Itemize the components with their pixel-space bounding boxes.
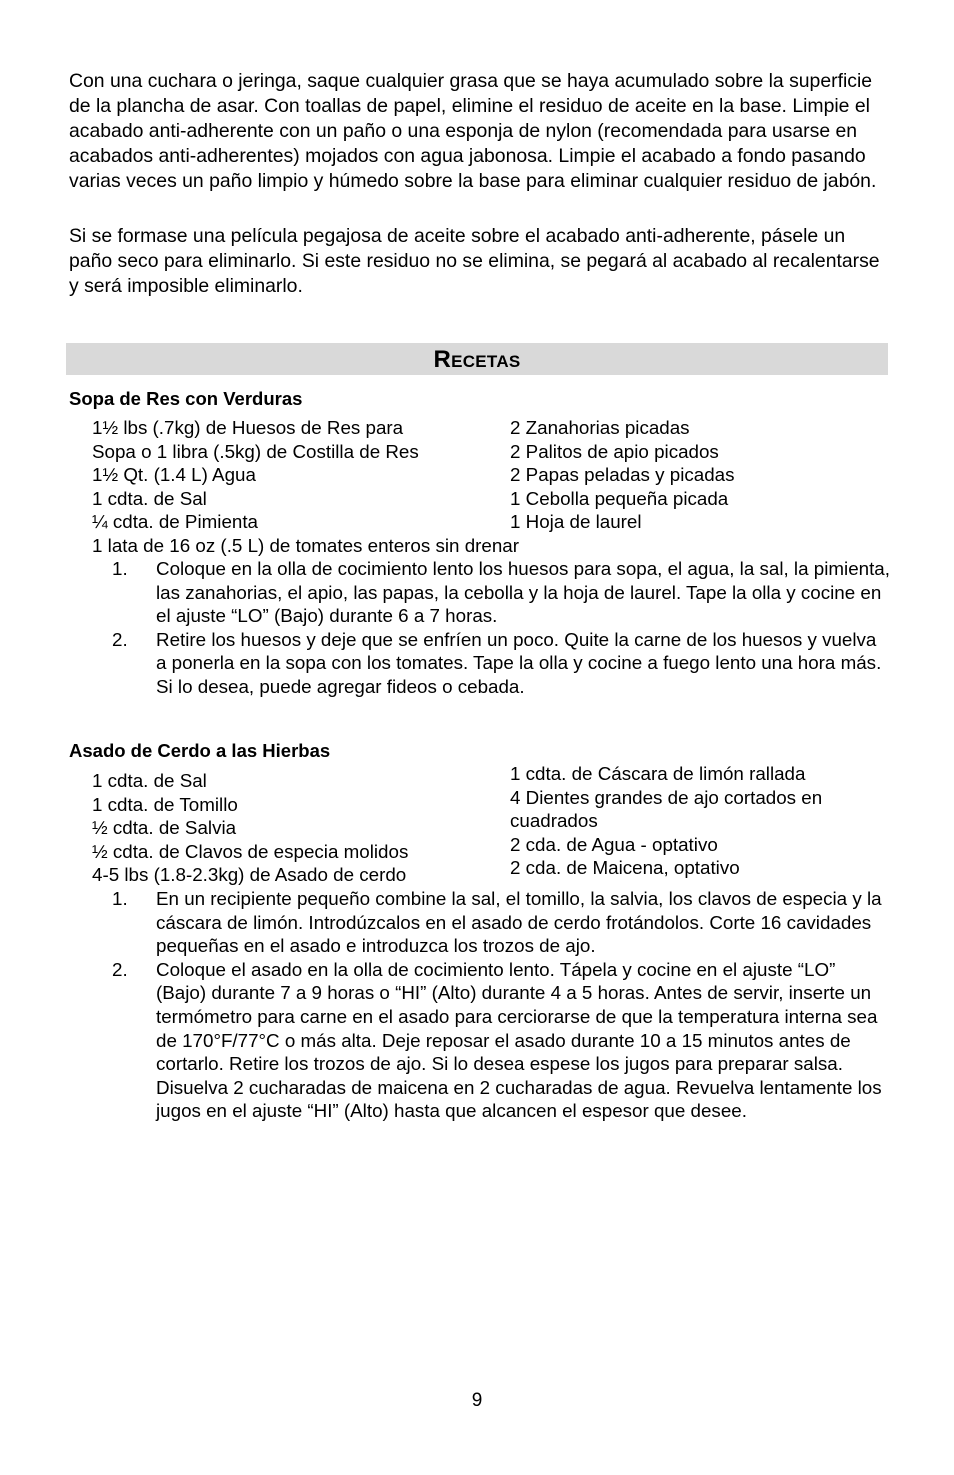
intro-paragraph-1: Con una cuchara o jeringa, saque cualquier grasa que se haya acumulado sobre la superficie de la plancha de asar. Con toallas de papel, elimine el residuo de aceite en la base. Limpie el acabado anti-adherente con un paño o una esponja de nylon (recomendada para usarse en acabados anti-adherentes) mojados con agua jabonosa. Limpie el acabado a fondo pasando varias veces un paño limpio y húmedo sobre la base para eliminar cualquier residuo de jabón.: [69, 70, 877, 192]
ingredients-right-column: [510, 762, 822, 880]
ingredient-item: ¼ cdta. de Pimienta: [92, 511, 258, 533]
instruction-step: [100, 887, 890, 958]
ingredient-item: 2 cda. de Agua - optativo: [510, 833, 718, 855]
ingredient-item: Sopa o 1 libra (.5kg) de Costilla de Res: [92, 440, 419, 462]
instruction-step: [100, 557, 890, 628]
instruction-step: [100, 958, 890, 1123]
page-number: 9: [471, 1390, 483, 1411]
recipe-title: Sopa de Res con Verduras: [69, 388, 303, 409]
ingredient-item: 1 cdta. de Sal: [92, 487, 207, 509]
step-text: En un recipiente pequeño combine la sal, el tomillo, la salvia, los clavos de especia y la cáscara de limón. Introdúzcalos en el asado de cerdo frotándolos. Corte 16 cavidades pequeñas en el asado e introduzca los trozos de ajo.: [156, 888, 882, 957]
step-text: Retire los huesos y deje que se enfríen un poco. Quite la carne de los huesos y vuelva a ponerla en la sopa con los tomates. Tape la olla y cocine a fuego lento una hora más. Si lo desea, puede agregar fideos o cebada.: [156, 628, 882, 697]
step-number: 2.: [112, 628, 128, 650]
step-number: 1.: [112, 558, 128, 579]
ingredient-item: ½ cdta. de Salvia: [92, 817, 237, 839]
instruction-steps: [100, 887, 890, 1123]
step-text: Coloque el asado en la olla de cocimiento lento. Tápela y cocine en el ajuste “LO” (Bajo) durante 7 a 9 horas o “HI” (Alto) durante 4 a 5 horas. Antes de servir, inserte un termómetro para carne en el asado para cerciorarse de que la temperatura interna sea de 170°F/77°C o más alta. Deje reposar el asado durante 10 a 15 minutos antes de cortarlo. Retire los trozos de ajo. Si lo desea espese los jugos para preparar salsa. Disuelva 2 cucharadas de maicena en 2 cucharadas de agua. Revuelva lentamente los jugos en el ajuste “HI” (Alto) hasta que alcancen el espesor que desee.: [156, 958, 882, 1122]
ingredient-item: 1½ Qt. (1.4 L) Agua: [92, 464, 256, 486]
ingredient-item: 4 Dientes grandes de ajo cortados en: [510, 786, 823, 808]
ingredient-item: 2 Papas peladas y picadas: [510, 464, 735, 486]
ingredient-item: 4-5 lbs (1.8-2.3kg) de Asado de cerdo: [92, 864, 407, 886]
ingredient-item: 2 Palitos de apio picados: [510, 440, 719, 462]
ingredient-item: 1 cdta. de Sal: [92, 770, 207, 791]
recipe-title: Asado de Cerdo a las Hierbas: [69, 740, 331, 761]
ingredient-item: 1 Hoja de laurel: [510, 511, 642, 533]
ingredient-item: 1½ lbs (.7kg) de Huesos de Res para: [92, 417, 404, 438]
ingredient-item: 2 Zanahorias picadas: [510, 417, 690, 438]
ingredients-left-column: [92, 769, 408, 887]
step-text: Coloque en la olla de cocimiento lento los huesos para sopa, el agua, la sal, la pimienta, las zanahorias, el apio, las papas, la cebolla y la hoja de laurel. Tape la olla y cocine en el ajuste “LO” (Bajo) durante 6 a 7 horas.: [156, 558, 890, 627]
intro-paragraph-2: Si se formase una película pegajosa de aceite sobre el acabado anti-adherente, pásele un paño seco para eliminarlo. Si este residuo no se elimina, se pegará al acabado al recalentarse y será imposible eliminarlo.: [69, 225, 880, 297]
section-title: Recetas: [433, 346, 521, 373]
ingredients-left-column: [92, 416, 419, 534]
section-header-bar: [66, 343, 888, 375]
ingredient-item: ½ cdta. de Clavos de especia molidos: [92, 840, 409, 862]
step-number: 2.: [112, 958, 128, 980]
ingredient-item: 1 cdta. de Tomillo: [92, 793, 238, 815]
step-number: 1.: [112, 888, 128, 909]
ingredient-item: 1 cdta. de Cáscara de limón rallada: [510, 763, 806, 784]
ingredient-item: 2 cda. de Maicena, optativo: [510, 857, 740, 879]
ingredient-item: cuadrados: [510, 810, 598, 832]
instruction-steps: [100, 557, 890, 699]
ingredient-item: 1 Cebolla pequeña picada: [510, 487, 729, 509]
ingredient-item: 1 lata de 16 oz (.5 L) de tomates enteros sin drenar: [92, 535, 519, 556]
instruction-step: [100, 628, 890, 699]
ingredients-right-column: [510, 416, 735, 534]
